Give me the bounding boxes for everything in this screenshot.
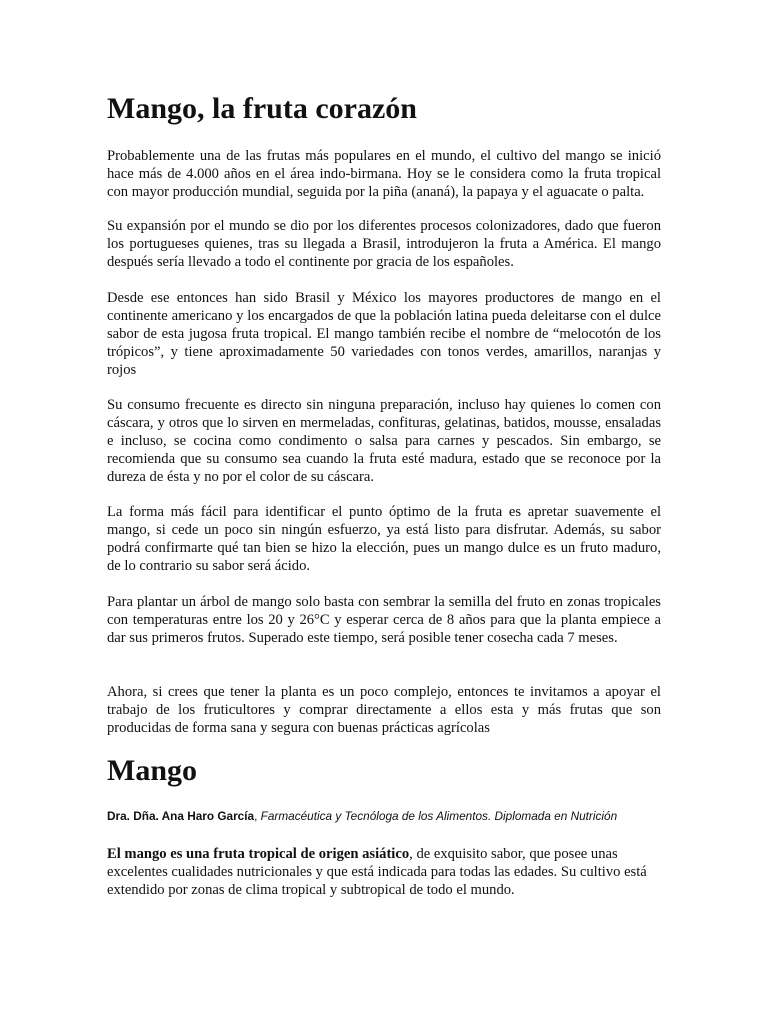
paragraph-expansion: Su expansión por el mundo se dio por los diferentes procesos colonizadores, dado que fueron los portugueses quienes, tras su llegada a Brasil, introdujeron la fruta a América. El mango después sería llevado a todo el continente por gracia de los españoles. <box>107 218 661 270</box>
author-line <box>107 807 707 825</box>
author-separator: , <box>254 809 261 823</box>
author-name: Dra. Dña. Ana Haro García <box>107 809 255 823</box>
intro-paragraph <box>107 845 661 899</box>
author-role: Farmacéutica y Tecnóloga de los Alimentos. Diplomada en Nutrición <box>260 809 618 823</box>
paragraph-consumption: Su consumo frecuente es directo sin ninguna preparación, incluso hay quienes lo comen con cáscara, y otros que lo sirven en mermeladas, confituras, gelatinas, batidos, mousse, ensaladas e incluso, se cocina como condimento o salsa para carnes y pescados. Sin embargo, se recomienda que su consumo sea cuando la fruta esté madura, estado que se reconoce por la dureza de ésta y no por el color de su cáscara. <box>107 397 661 485</box>
paragraph-support: Ahora, si crees que tener la planta es un poco complejo, entonces te invitamos a apoyar el trabajo de los fruticultores y comprar directamente a ellos esta y más frutas que son producidas de forma sana y segura con buenas prácticas agrícolas <box>107 684 661 736</box>
paragraph-origin: Probablemente una de las frutas más populares en el mundo, el cultivo del mango se inició hace más de 4.000 años en el área indo-birmana. Hoy se le considera como la fruta tropical con mayor producción mundial, seguida por la piña (ananá), la papaya y el aguacate o palta. <box>107 148 661 200</box>
intro-bold: El mango es una fruta tropical de origen asiático <box>107 846 410 862</box>
section-title: Mango <box>107 754 197 787</box>
article-title: Mango, la fruta corazón <box>107 92 417 125</box>
paragraph-planting: Para plantar un árbol de mango solo basta con sembrar la semilla del fruto en zonas tropicales con temperaturas entre los 20 y 26°C y esperar cerca de 8 años para que la planta empiece a dar sus primeros frutos. Superado este tiempo, será posible tener cosecha cada 7 meses. <box>107 594 661 646</box>
intro-text: , de exquisito sabor, que posee unas excelentes cualidades nutricionales y que está indicada para todas las edades. Su cultivo está extendido por zonas de clima tropical y subtropical de todo el mundo. <box>107 846 647 898</box>
paragraph-ripeness: La forma más fácil para identificar el punto óptimo de la fruta es apretar suavemente el mango, si cede un poco sin ningún esfuerzo, ya está listo para disfrutar. Además, su sabor podrá confirmarte qué tan bien se hizo la elección, pues un mango dulce es un fruto maduro, de lo contrario su sabor será ácido. <box>107 504 661 574</box>
paragraph-producers: Desde ese entonces han sido Brasil y México los mayores productores de mango en el continente americano y los encargados de que la población latina pueda deleitarse con el dulce sabor de esta jugosa fruta tropical. El mango también recibe el nombre de “melocotón de los trópicos”, y tiene aproximadamente 50 variedades con tonos verdes, amarillos, naranjas y rojos <box>107 290 661 378</box>
